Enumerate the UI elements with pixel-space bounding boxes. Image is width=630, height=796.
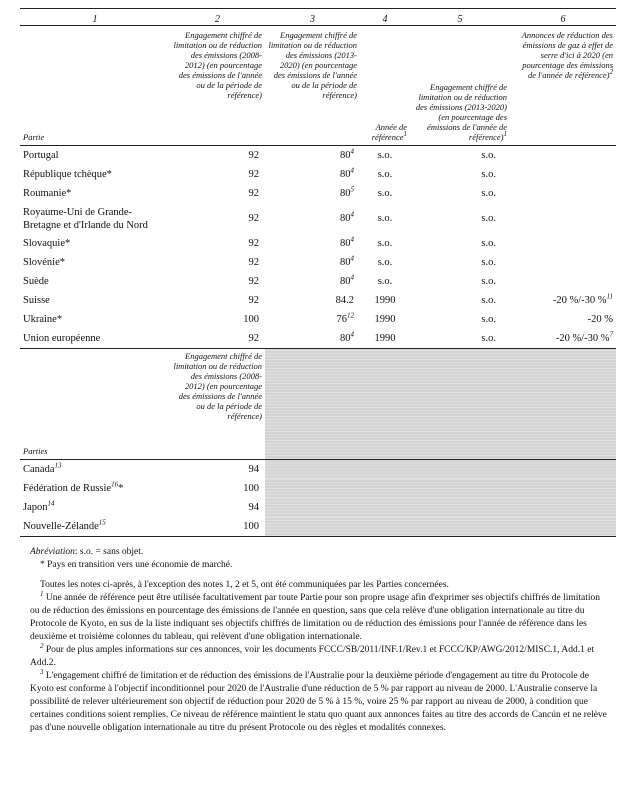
commitment-2013-2020 [265,272,360,291]
column-header-row [20,26,616,146]
pledge-2020 [510,272,616,291]
commitment-2008-2012: 94 [248,463,259,475]
footnote-number: 1 [40,589,44,598]
header-commitment-reference-year [410,26,510,146]
table-row [20,479,616,498]
document-page [20,8,616,537]
party-name-text: Union européenne [23,333,101,344]
footnote-1 [30,589,610,644]
pledge-2020-value: -20 %/-30 % [552,295,607,306]
footnote-ref: 4 [350,330,354,339]
commitment-reference-year: s.o. [481,188,496,199]
column-number: 1 [20,9,170,26]
header-pledges-2020 [510,26,616,146]
commitment-2013-2020 [265,291,360,310]
footnote-ref: 11 [606,292,613,301]
pledge-2020-value: -20 % [587,314,613,325]
column-number: 3 [265,9,360,26]
table-row [20,517,616,537]
commitments-table [20,8,616,349]
commitment-2013-2020 [265,234,360,253]
column-number-row [20,9,616,26]
party-name [20,184,170,203]
commitment-2013-2020-value: 84.2 [335,295,354,306]
table-row [20,184,616,203]
table-row [20,253,616,272]
pledge-2020-value: -20 %/-30 % [555,333,610,344]
commitment-2008-2012: 100 [170,517,265,537]
header-commitment-2013-2020: Engagement chiffré de limitation ou de réduction des émissions (2013-2020) (en pourcentage des émissions de l'année ou de la période de référence) [265,26,360,146]
reference-year: s.o. [377,276,393,287]
party-name [20,459,170,479]
header-commitment-2008-2012: Engagement chiffré de limitation ou de réduction des émissions (2008-2012) (en pourcentage des émissions de l'année ou de la période de référence) [170,349,265,459]
commitment-reference-year: s.o. [481,150,496,161]
pledge-2020 [510,310,616,329]
header-commitment-2008-2012: Engagement chiffré de limitation ou de réduction des émissions (2008-2012) (en pourcentage des émissions de l'année ou de la période de référence) [170,26,265,146]
footnote-ref: 4 [350,273,354,282]
table-row [20,165,616,184]
header-reference-year-text: Année de référence [371,122,407,142]
party-name [20,479,170,498]
footnote-number: 2 [40,641,44,650]
reference-year: s.o. [377,213,393,224]
commitment-reference-year: s.o. [481,314,496,325]
reference-year: s.o. [377,150,393,161]
column-number: 5 [410,9,510,26]
footnote-ref: 12 [347,311,354,320]
shaded-area [265,479,616,498]
footnote-2 [30,641,610,670]
party-name-text: Royaume-Uni de Grande-Bretagne et d'Irlande du Nord [23,206,148,231]
commitment-2008-2012: 92 [248,257,259,268]
party-name [20,498,170,517]
footnote-ref: 14 [47,499,55,507]
header-parties: Parties [20,349,170,459]
column-number: 6 [510,9,616,26]
pledge-2020 [510,203,616,234]
pledge-2020 [510,329,616,349]
party-name [20,165,170,184]
commitment-2008-2012: 94 [248,501,259,513]
party-name [20,291,170,310]
commitment-2008-2012: 92 [248,213,259,224]
footnote-text: Pour de plus amples informations sur ces annonces, voir les documents FCCC/SB/2011/INF.1/Rev.1 et FCCC/KP/AWG/2012/MISC.1, Add.1 et Add.2. [30,645,595,668]
commitment-2008-2012: 92 [248,150,259,161]
pledge-2020 [510,184,616,203]
footnote-ref: 1 [403,130,407,139]
party-name-text: Canada [23,463,55,475]
commitment-2013-2020-value: 80 [340,169,351,180]
party-name-text: Japon [23,501,48,513]
commitment-2008-2012: 92 [248,188,259,199]
footnote-3 [30,667,610,735]
table-row [20,329,616,349]
party-name [20,234,170,253]
commitment-2008-2012: 92 [248,238,259,249]
pledge-2020 [510,165,616,184]
commitment-2008-2012: 92 [248,169,259,180]
commitment-reference-year: s.o. [481,276,496,287]
commitment-2013-2020 [265,203,360,234]
commitment-2013-2020-value: 76 [336,314,347,325]
column-number: 2 [170,9,265,26]
footnote-ref: 5 [350,185,354,194]
other-parties-header-row [20,349,616,459]
party-name-text: Suède [23,276,49,287]
commitment-reference-year: s.o. [481,169,496,180]
party-name [20,272,170,291]
shaded-area [265,517,616,537]
footnote-ref: 15 [98,518,106,526]
pledge-2020 [510,146,616,166]
reference-year: s.o. [377,257,393,268]
table-row [20,272,616,291]
abbreviation-note [30,546,610,559]
commitment-2013-2020-value: 80 [340,333,351,344]
column-number: 4 [360,9,410,26]
footnote-ref: 4 [350,210,354,219]
party-name [20,253,170,272]
commitment-2013-2020 [265,310,360,329]
reference-year: 1990 [374,314,396,325]
table-row [20,234,616,253]
party-name-text: Portugal [23,150,59,161]
party-name [20,310,170,329]
reference-year: s.o. [377,169,393,180]
commitment-2013-2020 [265,253,360,272]
abbreviation-label: Abréviation [30,547,75,557]
commitment-2013-2020 [265,146,360,166]
party-rows [20,146,616,349]
footnote-text: Une année de référence peut être utilisée facultativement par toute Partie pour son propre usage afin d'exprimer ses objectifs chiffrés de limitation ou de réduction des émissions en pourcentage des émissions de l'année en question, sans que cela relève d'une obligation internationale au titre du Protocole de Kyoto, en sus de la liste indiquant ses objectifs chiffrés de limitation ou de réduction des émissions pour l'année de référence dans les deuxième et troisième colonnes du tableau, qui relèvent d'une obligation internationale. [30,593,601,642]
commitment-2008-2012: 100 [243,314,259,325]
star-note: * Pays en transition vers une économie de marché. [40,560,233,570]
table-row [20,291,616,310]
footnote-ref: 4 [350,147,354,156]
reference-year: 1990 [374,295,396,306]
commitment-2013-2020 [265,165,360,184]
table-row [20,459,616,479]
other-parties-table [20,349,616,537]
party-marker: * [118,482,124,494]
table-notes [30,546,610,735]
commitment-reference-year: s.o. [481,213,496,224]
pledge-2020 [510,253,616,272]
header-commitment-reference-year-text: Engagement chiffré de limitation ou de réduction des émissions (2013-2020) (en pourcentage des émissions de l'année de référence) [415,82,507,142]
commitment-2008-2012: 92 [248,276,259,287]
party-name-text: Slovaquie* [23,238,71,249]
party-name [20,203,170,234]
party-name-text: Fédération de Russie [23,482,112,494]
other-party-rows [20,459,616,536]
party-name [20,146,170,166]
commitment-reference-year: s.o. [481,257,496,268]
commitment-reference-year: s.o. [481,295,496,306]
commitment-2008-2012: 100 [243,482,259,494]
table-row [20,146,616,166]
party-name-text: Nouvelle-Zélande [23,520,99,532]
footnote-ref: 7 [609,330,613,339]
table-row [20,203,616,234]
footnote-ref: 4 [350,235,354,244]
commitment-2008-2012: 92 [248,295,259,306]
header-party: Partie [20,26,170,146]
party-name-text: Slovénie* [23,257,65,268]
commitment-2013-2020-value: 80 [340,150,351,161]
footnote-ref: 16 [111,480,119,488]
commitment-reference-year: s.o. [410,329,510,349]
commitment-2013-2020-value: 80 [340,257,351,268]
commitment-2013-2020-value: 80 [340,276,351,287]
footnote-text: L'engagement chiffré de limitation et de réduction des émissions de l'Australie pour la deuxième période d'engagement au titre du Protocole de Kyoto est conforme à l'objectif inconditionnel pour 2020 de l'Australie d'une réduction de 5 % par rapport au niveau de 2000. L'Australie conserve la possibilité de relever ultérieurement son objectif de réduction pour 2020 de 5 % à 15 %, voire 25 % par rapport au niveau de 2000, à condition que certaines conditions soient remplies. Ce niveau de référence maintient le statu quo quant aux annonces faites au titre des accords de Cancún et ne relève pas d'une nouvelle obligation internationale au titre du présent Protocole ou des règles et modalités connexes. [30,671,607,733]
footnote-ref: 4 [350,254,354,263]
commitment-2013-2020-value: 80 [340,188,351,199]
footnote-ref: 13 [54,461,62,469]
footnote-number: 3 [40,667,44,676]
reference-year: 1990 [360,329,410,349]
commitment-2013-2020 [265,329,360,349]
abbreviation-text: : s.o. = sans objet. [74,547,144,557]
shaded-area [265,349,616,459]
commitment-2013-2020 [265,184,360,203]
header-pledges-2020-text: Annonces de réduction des émissions de gaz à effet de serre d'ici à 2020 (en pourcentage des émissions de l'année de référence) [521,30,613,80]
party-name-text: Roumanie* [23,188,72,199]
party-name-text: Ukraine* [23,314,63,325]
pledge-2020 [510,234,616,253]
reference-year: s.o. [377,238,393,249]
footnote-ref: 4 [350,166,354,175]
reference-year: s.o. [377,188,393,199]
shaded-area [265,498,616,517]
commitment-reference-year: s.o. [481,238,496,249]
header-reference-year [360,26,410,146]
shaded-area [265,459,616,479]
party-name-text: République tchèque* [23,169,112,180]
footnote-ref: 2 [609,68,613,77]
commitment-2013-2020-value: 80 [340,213,351,224]
table-row [20,498,616,517]
table-row [20,310,616,329]
footnote-ref: 1 [503,130,507,139]
pledge-2020 [510,291,616,310]
party-name [20,329,170,349]
commitment-2013-2020-value: 80 [340,238,351,249]
notes-intro: Toutes les notes ci-après, à l'exception des notes 1, 2 et 5, ont été communiquées par les Parties concernées. [40,580,449,590]
party-name-text: Suisse [23,295,50,306]
party-name [20,517,170,537]
commitment-2008-2012: 92 [170,329,265,349]
